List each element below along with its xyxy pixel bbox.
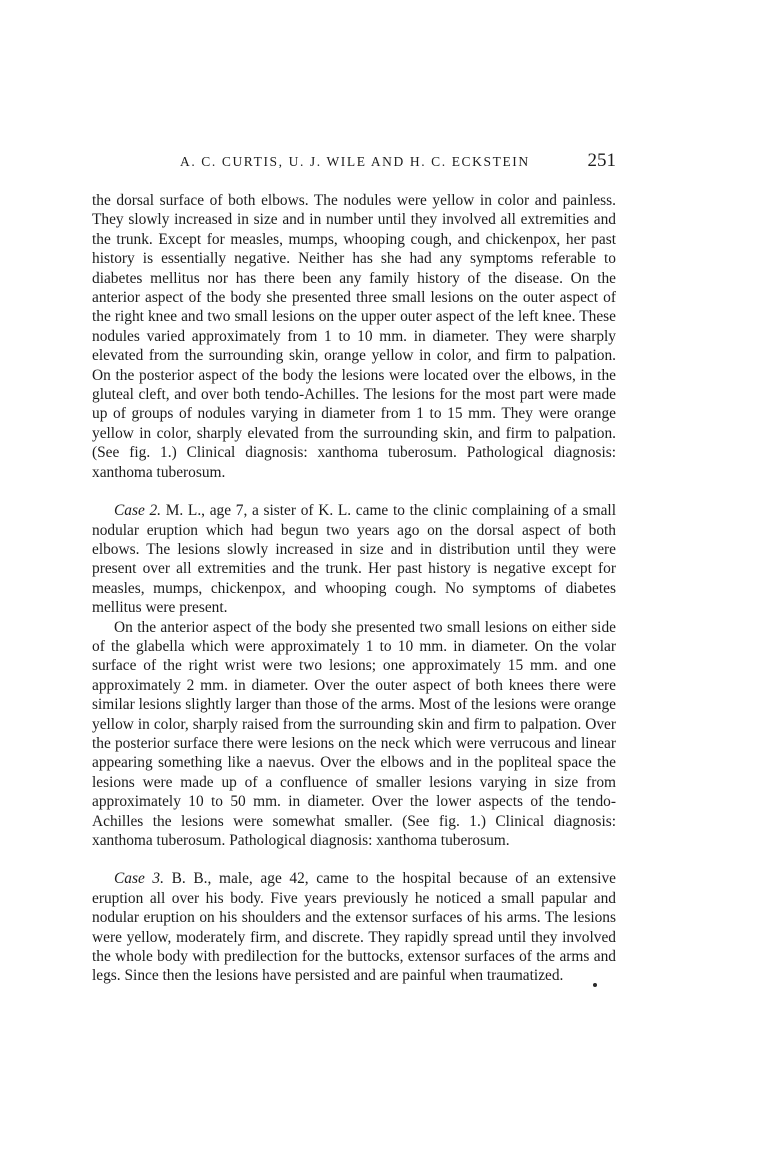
paragraph-case-2 [92,501,616,617]
paragraph-case-1-continued: the dorsal surface of both elbows. The nodules were yellow in color and painless. They slowly increased in size and in number until they involved all extremities and the trunk. Except for measles, mumps, whooping cough, and chickenpox, her past history is essentially negative. Neither has she had any symptoms referable to diabetes mellitus nor has there been any family history of the disease. On the anterior aspect of the body she presented three small lesions on the outer aspect of the right knee and two small lesions on the upper outer aspect of the left knee. These nodules varied approximately from 1 to 10 mm. in diameter. They were sharply elevated from the surrounding skin, orange yellow in color, and firm to palpation. On the posterior aspect of the body the lesions were located over the elbows, in the gluteal cleft, and over both tendo-Achilles. The lesions for the most part were made up of groups of nodules varying in diameter from 1 to 15 mm. They were orange yellow in color, sharply elevated from the surrounding skin, and firm to palpation. (See fig. 1.) Clinical diagnosis: xanthoma tuberosum. Pathological diagnosis: xanthoma tuberosum. [92,192,616,481]
article-body [92,191,616,986]
print-speck [593,983,597,987]
running-head [92,150,616,176]
page-number: 251 [587,150,616,171]
case-2-text: M. L., age 7, a sister of K. L. came to the clinic complaining of a small nodular eruption which had begun two years ago on the dorsal aspect of both elbows. The lesions slowly increased in size and in distribution until they were present over all extremities and the trunk. Her past history is negative except for measles, mumps, chickenpox, and whooping cough. No symptoms of diabetes mellitus were present. [92,502,616,617]
case-3-text: B. B., male, age 42, came to the hospital because of an extensive eruption all over his body. Five years previously he noticed a small papular and nodular eruption on his shoulders and the extensor surfaces of his arms. The lesions were yellow, moderately firm, and discrete. They rapidly spread until they involved the whole body with predilection for the buttocks, extensor surfaces of the arms and legs. Since then the lesions have persisted and are painful when traumatized. [92,870,616,985]
running-head-authors: A. C. CURTIS, U. J. WILE AND H. C. ECKSTEIN [180,154,530,169]
paragraph-case-3 [92,869,616,985]
case-3-label: Case 3. [114,870,164,888]
case-2-label: Case 2. [114,502,162,520]
paragraph-case-2-findings: On the anterior aspect of the body she presented two small lesions on either side of the glabella which were approximately 1 to 10 mm. in diameter. On the volar surface of the right wrist were two lesions; one approximately 15 mm. and one approximately 2 mm. in diameter. Over the outer aspect of both knees there were similar lesions slightly larger than those of the arms. Most of the lesions were orange yellow in color, sharply raised from the surrounding skin and firm to palpation. Over the posterior surface there were lesions on the neck which were verrucous and linear appearing something like a naevus. Over the elbows and in the popliteal space the lesions were made up of a confluence of smaller lesions varying in size from approximately 10 to 50 mm. in diameter. Over the lower aspects of the tendo-Achilles the lesions were somewhat smaller. (See fig. 1.) Clinical diagnosis: xanthoma tuberosum. Pathological diagnosis: xanthoma tuberosum. [92,618,616,849]
